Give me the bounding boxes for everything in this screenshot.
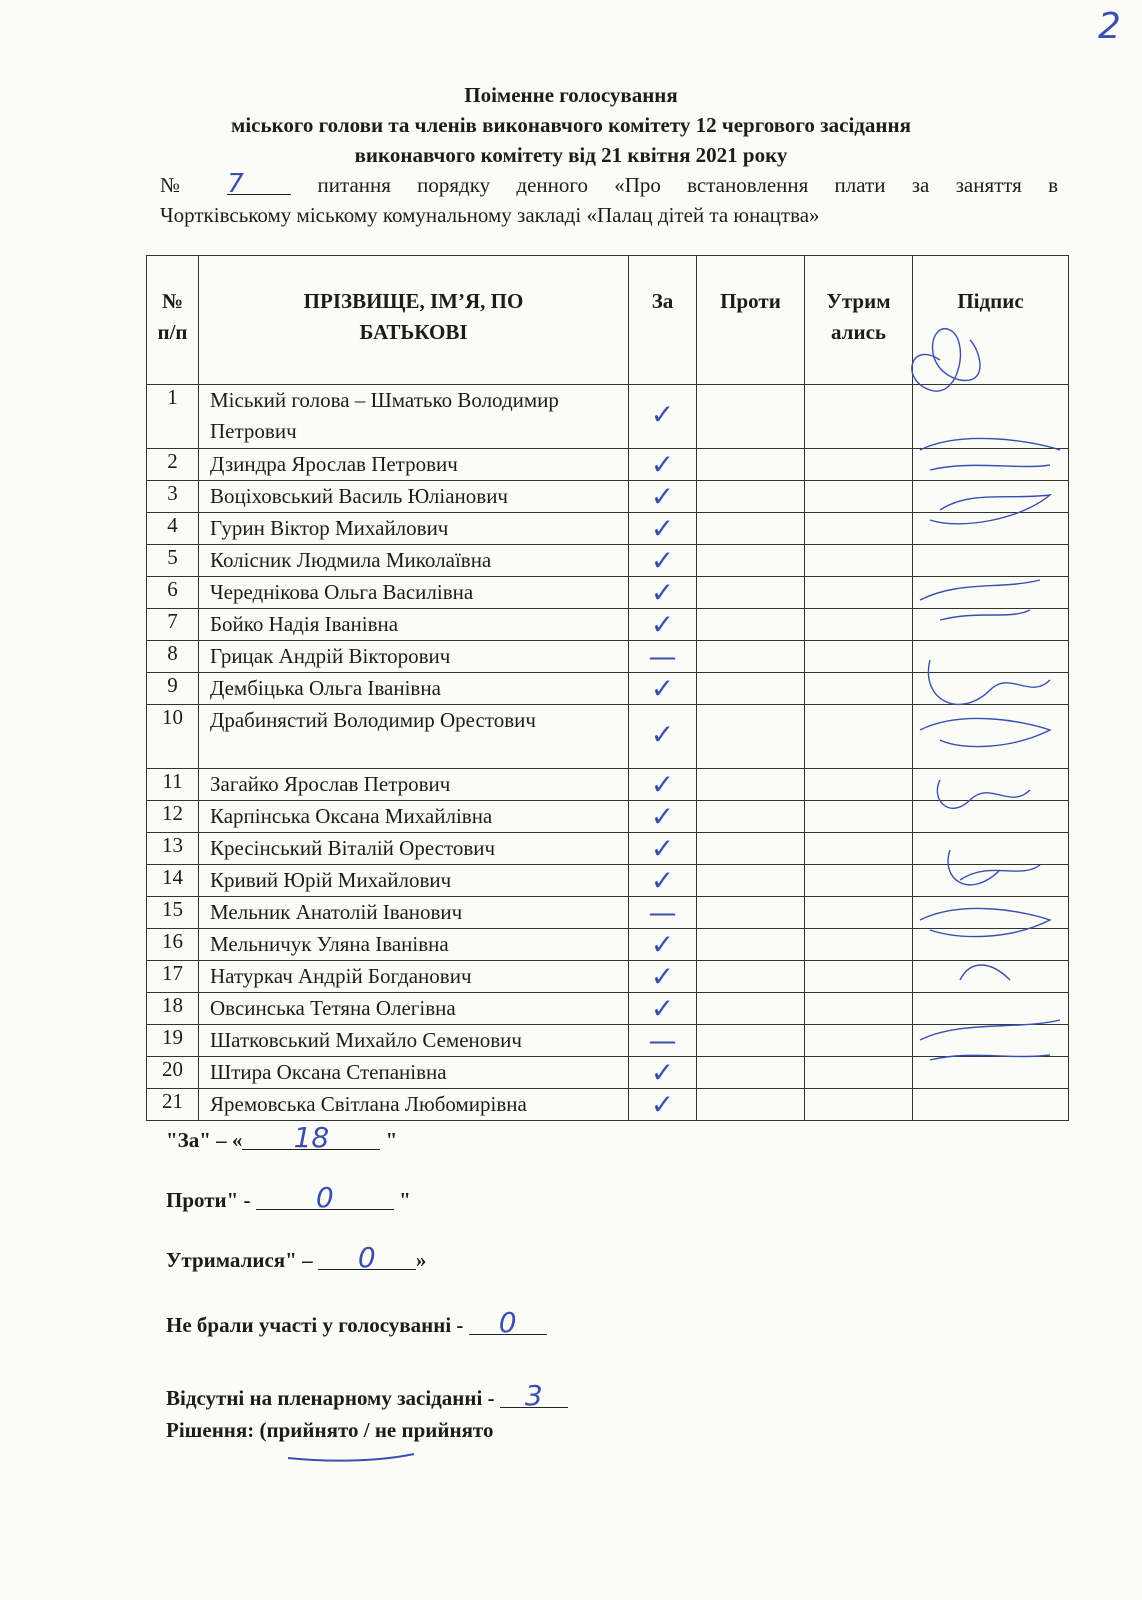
vote-za-cell bbox=[629, 993, 697, 1025]
vote-proty-cell bbox=[697, 609, 805, 641]
summary-za bbox=[166, 1121, 398, 1154]
table-row bbox=[147, 577, 1069, 609]
row-number: 9 bbox=[147, 673, 199, 705]
vote-za-mark: ✓ bbox=[650, 544, 675, 577]
table-row bbox=[147, 705, 1069, 769]
vote-proty-cell bbox=[697, 449, 805, 481]
vote-za-cell bbox=[629, 449, 697, 481]
row-number: 14 bbox=[147, 865, 199, 897]
summary-vidsutni-label: Відсутні на пленарному засіданні - bbox=[166, 1386, 500, 1410]
vote-utrym-cell bbox=[805, 929, 913, 961]
signature-cell bbox=[913, 545, 1069, 577]
vote-za-mark: ✓ bbox=[650, 928, 675, 961]
vote-za-mark: ✓ bbox=[650, 448, 675, 481]
vote-za-cell bbox=[629, 801, 697, 833]
member-name: Драбинястий Володимир Орестович bbox=[199, 705, 629, 769]
member-name: Колісник Людмила Миколаївна bbox=[199, 545, 629, 577]
table-row bbox=[147, 641, 1069, 673]
vote-za-mark: ✓ bbox=[650, 1088, 675, 1121]
summary-vidsutni bbox=[166, 1379, 568, 1412]
vote-za-mark: ✓ bbox=[650, 480, 675, 513]
vote-proty-cell bbox=[697, 833, 805, 865]
vote-za-cell bbox=[629, 641, 697, 673]
vote-utrym-cell bbox=[805, 961, 913, 993]
member-name: Кресінський Віталій Орестович bbox=[199, 833, 629, 865]
vote-proty-cell bbox=[697, 481, 805, 513]
member-name: Дзиндра Ярослав Петрович bbox=[199, 449, 629, 481]
table-row bbox=[147, 929, 1069, 961]
summary-rishennia: Рішення: (прийнято / не прийнято bbox=[166, 1418, 494, 1442]
vote-za-cell bbox=[629, 929, 697, 961]
signature-cell bbox=[913, 481, 1069, 513]
member-name: Кривий Юрій Михайлович bbox=[199, 865, 629, 897]
row-number: 11 bbox=[147, 769, 199, 801]
signature-cell bbox=[913, 897, 1069, 929]
signature-cell bbox=[913, 1057, 1069, 1089]
vote-utrym-cell bbox=[805, 577, 913, 609]
table-row bbox=[147, 545, 1069, 577]
row-number: 18 bbox=[147, 993, 199, 1025]
member-name: Воціховський Василь Юліанович bbox=[199, 481, 629, 513]
table-row bbox=[147, 513, 1069, 545]
vote-za-mark: ✓ bbox=[650, 512, 675, 545]
signature-cell bbox=[913, 865, 1069, 897]
doc-subtitle: міського голови та членів виконавчого комітету 12 чергового засідання bbox=[231, 113, 911, 137]
table-row bbox=[147, 1089, 1069, 1121]
summary-proty-label: Проти" - bbox=[166, 1188, 256, 1212]
signature-cell bbox=[913, 513, 1069, 545]
vote-utrym-cell bbox=[805, 609, 913, 641]
vote-proty-cell bbox=[697, 897, 805, 929]
member-name: Мельничук Уляна Іванівна bbox=[199, 929, 629, 961]
signature-cell bbox=[913, 961, 1069, 993]
vote-za-mark: — bbox=[648, 1024, 677, 1057]
row-number: 1 bbox=[147, 385, 199, 449]
table-row bbox=[147, 993, 1069, 1025]
doc-title: Поіменне голосування bbox=[464, 83, 678, 107]
vote-proty-cell bbox=[697, 929, 805, 961]
vote-utrym-cell bbox=[805, 993, 913, 1025]
signature-cell bbox=[913, 1089, 1069, 1121]
signature-cell bbox=[913, 385, 1069, 449]
summary-utrym-label: Утрималися" – bbox=[166, 1248, 318, 1272]
row-number: 7 bbox=[147, 609, 199, 641]
member-name: Череднікова Ольга Василівна bbox=[199, 577, 629, 609]
item-text-line-1: питання порядку денного «Про встановлення плати за заняття в bbox=[317, 173, 1059, 197]
vote-za-mark: ✓ bbox=[650, 864, 675, 897]
vote-utrym-cell bbox=[805, 641, 913, 673]
table-row bbox=[147, 385, 1069, 449]
col-header-utrym: Утрим ались bbox=[805, 256, 913, 385]
signature-cell bbox=[913, 641, 1069, 673]
item-text-line-2: Чортківському міському комунальному закладі «Палац дітей та юнацтва» bbox=[160, 203, 820, 227]
summary-ne-braly-value: 0 bbox=[469, 1312, 547, 1335]
member-name: Мельник Анатолій Іванович bbox=[199, 897, 629, 929]
member-name: Штира Оксана Степанівна bbox=[199, 1057, 629, 1089]
vote-za-cell bbox=[629, 481, 697, 513]
row-number: 6 bbox=[147, 577, 199, 609]
signature-cell bbox=[913, 609, 1069, 641]
table-row bbox=[147, 449, 1069, 481]
vote-proty-cell bbox=[697, 801, 805, 833]
vote-proty-cell bbox=[697, 545, 805, 577]
vote-utrym-cell bbox=[805, 865, 913, 897]
vote-utrym-cell bbox=[805, 1089, 913, 1121]
summary-za-label: "За" – « bbox=[166, 1128, 243, 1152]
col-header-proty: Проти bbox=[697, 256, 805, 385]
table-row bbox=[147, 865, 1069, 897]
signature-cell bbox=[913, 449, 1069, 481]
signature-cell bbox=[913, 769, 1069, 801]
col-header-num: № п/п bbox=[147, 256, 199, 385]
decision-underline-mark bbox=[286, 1450, 416, 1464]
vote-proty-cell bbox=[697, 993, 805, 1025]
vote-utrym-cell bbox=[805, 481, 913, 513]
table-row bbox=[147, 833, 1069, 865]
signature-cell bbox=[913, 705, 1069, 769]
member-name: Овсинська Тетяна Олегівна bbox=[199, 993, 629, 1025]
member-name: Гурин Віктор Михайлович bbox=[199, 513, 629, 545]
vote-za-mark: — bbox=[648, 640, 677, 673]
col-header-za: За bbox=[629, 256, 697, 385]
vote-utrym-cell bbox=[805, 1025, 913, 1057]
table-row bbox=[147, 1025, 1069, 1057]
signature-cell bbox=[913, 993, 1069, 1025]
vote-za-cell bbox=[629, 673, 697, 705]
row-number: 20 bbox=[147, 1057, 199, 1089]
row-number: 21 bbox=[147, 1089, 199, 1121]
vote-proty-cell bbox=[697, 769, 805, 801]
member-name: Загайко Ярослав Петрович bbox=[199, 769, 629, 801]
row-number: 8 bbox=[147, 641, 199, 673]
row-number: 15 bbox=[147, 897, 199, 929]
vote-utrym-cell bbox=[805, 513, 913, 545]
summary-utrym bbox=[166, 1241, 427, 1274]
vote-proty-cell bbox=[697, 1089, 805, 1121]
row-number: 12 bbox=[147, 801, 199, 833]
member-name: Карпінська Оксана Михайлівна bbox=[199, 801, 629, 833]
table-row bbox=[147, 769, 1069, 801]
signature-cell bbox=[913, 833, 1069, 865]
member-name: Яремовська Світлана Любомирівна bbox=[199, 1089, 629, 1121]
signature-cell bbox=[913, 801, 1069, 833]
col-header-signature: Підпис bbox=[913, 256, 1069, 385]
col-header-name: ПРІЗВИЩЕ, ІМ’Я, ПО БАТЬКОВІ bbox=[199, 256, 629, 385]
vote-za-cell bbox=[629, 609, 697, 641]
summary-proty-value: 0 bbox=[256, 1187, 394, 1210]
vote-proty-cell bbox=[697, 641, 805, 673]
member-name: Міський голова – Шматько Володимир Петрович bbox=[199, 385, 629, 449]
vote-za-cell bbox=[629, 577, 697, 609]
table-row bbox=[147, 1057, 1069, 1089]
signature-cell bbox=[913, 673, 1069, 705]
vote-za-mark: ✓ bbox=[650, 608, 675, 641]
row-number: 3 bbox=[147, 481, 199, 513]
vote-proty-cell bbox=[697, 385, 805, 449]
vote-za-mark: ✓ bbox=[650, 398, 675, 431]
vote-utrym-cell bbox=[805, 1057, 913, 1089]
row-number: 17 bbox=[147, 961, 199, 993]
vote-proty-cell bbox=[697, 1025, 805, 1057]
vote-proty-cell bbox=[697, 705, 805, 769]
vote-za-mark: ✓ bbox=[650, 576, 675, 609]
voting-table bbox=[146, 255, 1069, 1121]
signature-cell bbox=[913, 1025, 1069, 1057]
member-name: Шатковський Михайло Семенович bbox=[199, 1025, 629, 1057]
summary-za-value: 18 bbox=[242, 1127, 380, 1150]
vote-za-mark: — bbox=[648, 896, 677, 929]
vote-utrym-cell bbox=[805, 673, 913, 705]
vote-utrym-cell bbox=[805, 385, 913, 449]
vote-utrym-cell bbox=[805, 769, 913, 801]
vote-za-cell bbox=[629, 897, 697, 929]
vote-za-cell bbox=[629, 865, 697, 897]
vote-utrym-cell bbox=[805, 833, 913, 865]
table-row bbox=[147, 609, 1069, 641]
row-number: 2 bbox=[147, 449, 199, 481]
summary-za-end: " bbox=[380, 1128, 398, 1152]
signature-cell bbox=[913, 929, 1069, 961]
summary-vidsutni-value: 3 bbox=[500, 1385, 568, 1408]
agenda-item-line-1 bbox=[160, 170, 1058, 200]
table-row bbox=[147, 897, 1069, 929]
vote-za-mark: ✓ bbox=[650, 768, 675, 801]
vote-utrym-cell bbox=[805, 705, 913, 769]
row-number: 4 bbox=[147, 513, 199, 545]
vote-za-mark: ✓ bbox=[650, 672, 675, 705]
table-row bbox=[147, 961, 1069, 993]
row-number: 5 bbox=[147, 545, 199, 577]
summary-utrym-value: 0 bbox=[318, 1247, 416, 1270]
vote-proty-cell bbox=[697, 577, 805, 609]
vote-za-cell bbox=[629, 513, 697, 545]
table-row bbox=[147, 801, 1069, 833]
member-name: Грицак Андрій Вікторович bbox=[199, 641, 629, 673]
vote-za-mark: ✓ bbox=[650, 992, 675, 1025]
vote-za-mark: ✓ bbox=[650, 1056, 675, 1089]
page-number: 2 bbox=[1098, 6, 1121, 47]
vote-proty-cell bbox=[697, 865, 805, 897]
vote-utrym-cell bbox=[805, 545, 913, 577]
vote-utrym-cell bbox=[805, 801, 913, 833]
vote-utrym-cell bbox=[805, 897, 913, 929]
summary-utrym-end: » bbox=[415, 1248, 427, 1272]
vote-za-cell bbox=[629, 385, 697, 449]
vote-za-cell bbox=[629, 705, 697, 769]
row-number: 16 bbox=[147, 929, 199, 961]
vote-proty-cell bbox=[697, 513, 805, 545]
vote-proty-cell bbox=[697, 961, 805, 993]
table-row bbox=[147, 481, 1069, 513]
item-number-value: 7 bbox=[227, 174, 291, 195]
member-name: Бойко Надія Іванівна bbox=[199, 609, 629, 641]
vote-za-cell bbox=[629, 1057, 697, 1089]
vote-za-mark: ✓ bbox=[650, 800, 675, 833]
vote-za-mark: ✓ bbox=[650, 832, 675, 865]
vote-za-cell bbox=[629, 1089, 697, 1121]
member-name: Дембіцька Ольга Іванівна bbox=[199, 673, 629, 705]
vote-proty-cell bbox=[697, 673, 805, 705]
row-number: 19 bbox=[147, 1025, 199, 1057]
summary-proty bbox=[166, 1181, 411, 1214]
summary-ne-braly-label: Не брали участі у голосуванні - bbox=[166, 1313, 469, 1337]
summary-ne-braly bbox=[166, 1306, 547, 1339]
row-number: 10 bbox=[147, 705, 199, 769]
vote-za-cell bbox=[629, 833, 697, 865]
vote-za-cell bbox=[629, 961, 697, 993]
vote-za-mark: ✓ bbox=[650, 718, 675, 751]
summary-proty-end: " bbox=[393, 1188, 411, 1212]
row-number: 13 bbox=[147, 833, 199, 865]
vote-za-cell bbox=[629, 545, 697, 577]
vote-za-cell bbox=[629, 1025, 697, 1057]
vote-za-cell bbox=[629, 769, 697, 801]
item-number-prefix: № bbox=[160, 173, 202, 197]
doc-date-line: виконавчого комітету від 21 квітня 2021 року bbox=[354, 143, 788, 167]
vote-proty-cell bbox=[697, 1057, 805, 1089]
vote-za-mark: ✓ bbox=[650, 960, 675, 993]
table-row bbox=[147, 673, 1069, 705]
signature-cell bbox=[913, 577, 1069, 609]
vote-utrym-cell bbox=[805, 449, 913, 481]
member-name: Натуркач Андрій Богданович bbox=[199, 961, 629, 993]
